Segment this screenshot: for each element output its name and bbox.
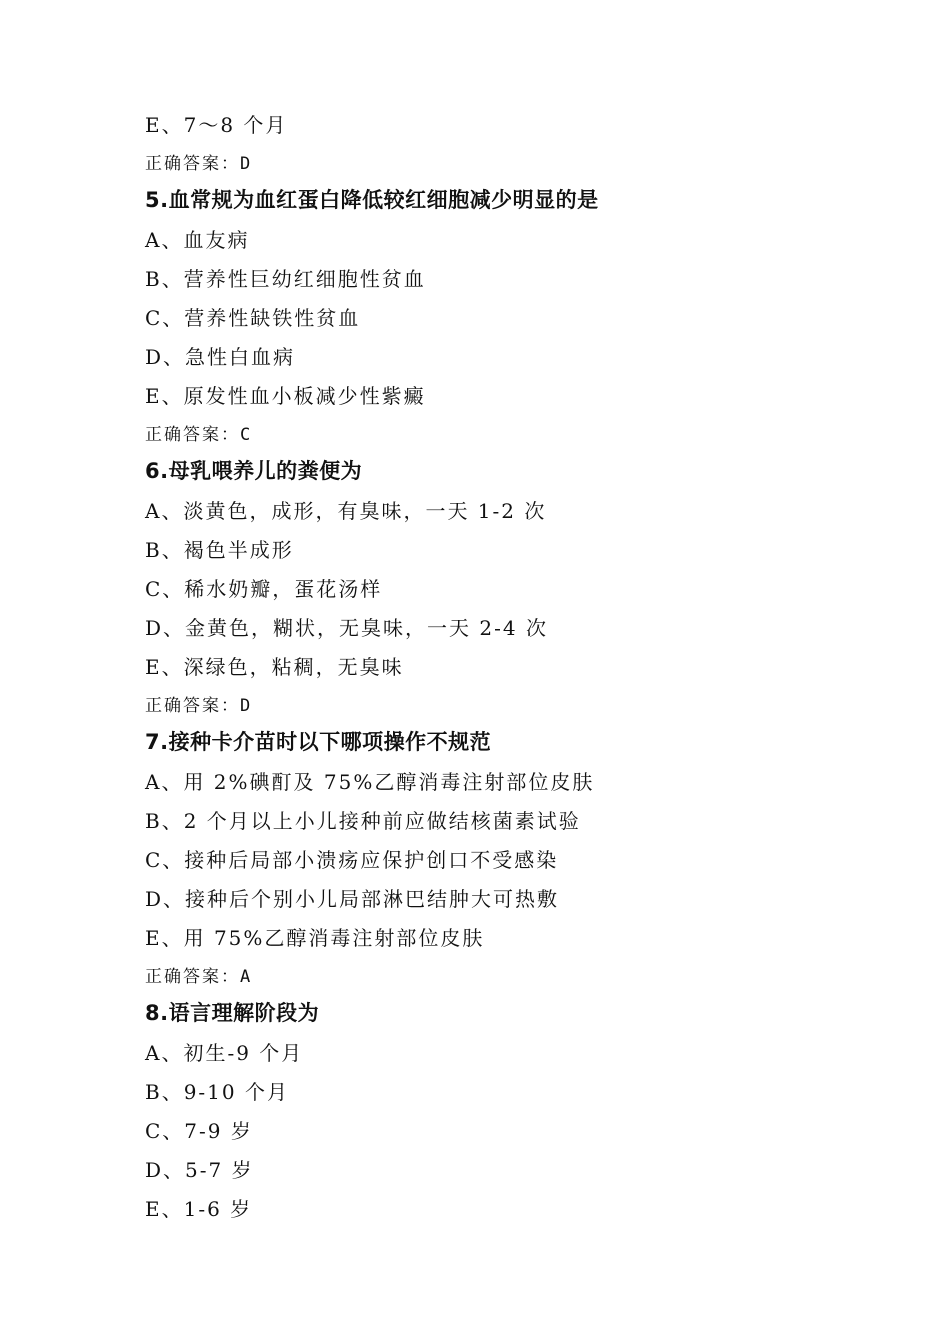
- question-5-title: 5.血常规为血红蛋白降低较红细胞减少明显的是: [145, 188, 599, 212]
- question-8-option-a: A、初生-9 个月: [145, 1041, 304, 1065]
- question-6-option-d: D、金黄色，糊状，无臭味，一天 2-4 次: [145, 616, 548, 640]
- question-7-title: 7.接种卡介苗时以下哪项操作不规范: [145, 730, 492, 754]
- question-8-title: 8.语言理解阶段为: [145, 1001, 320, 1025]
- question-8-option-e: E、1-6 岁: [145, 1197, 253, 1221]
- question-6-option-c: C、稀水奶瓣，蛋花汤样: [145, 577, 383, 601]
- question-7-option-b: B、2 个月以上小儿接种前应做结核菌素试验: [145, 809, 581, 833]
- question-5-option-b: B、营养性巨幼红细胞性贫血: [145, 267, 426, 291]
- question-8-option-d: D、5-7 岁: [145, 1158, 254, 1182]
- question-5-option-c: C、营养性缺铁性贫血: [145, 306, 361, 330]
- question-6-title: 6.母乳喂养儿的粪便为: [145, 459, 363, 483]
- question-6-answer: 正确答案：D: [145, 696, 253, 716]
- question-6-option-b: B、褐色半成形: [145, 538, 294, 562]
- question-8-option-c: C、7-9 岁: [145, 1119, 253, 1143]
- question-6-option-a: A、淡黄色，成形，有臭味，一天 1-2 次: [145, 499, 547, 523]
- question-8-option-b: B、9-10 个月: [145, 1080, 289, 1104]
- question-5-option-e: E、原发性血小板减少性紫癜: [145, 384, 426, 408]
- question-7-option-e: E、用 75%乙醇消毒注射部位皮肤: [145, 926, 485, 950]
- question-7-option-a: A、用 2%碘酊及 75%乙醇消毒注射部位皮肤: [145, 770, 595, 794]
- answer-4: 正确答案：D: [145, 154, 253, 174]
- question-6-option-e: E、深绿色，粘稠，无臭味: [145, 655, 404, 679]
- question-5-answer: 正确答案：C: [145, 425, 253, 445]
- question-7-answer: 正确答案：A: [145, 967, 253, 987]
- question-7-option-c: C、接种后局部小溃疡应保护创口不受感染: [145, 848, 559, 872]
- question-5-option-d: D、急性白血病: [145, 345, 296, 369]
- question-5-option-a: A、血友病: [145, 228, 250, 252]
- question-7-option-d: D、接种后个别小儿局部淋巴结肿大可热敷: [145, 887, 560, 911]
- option-4-e: E、7～8 个月: [145, 113, 288, 137]
